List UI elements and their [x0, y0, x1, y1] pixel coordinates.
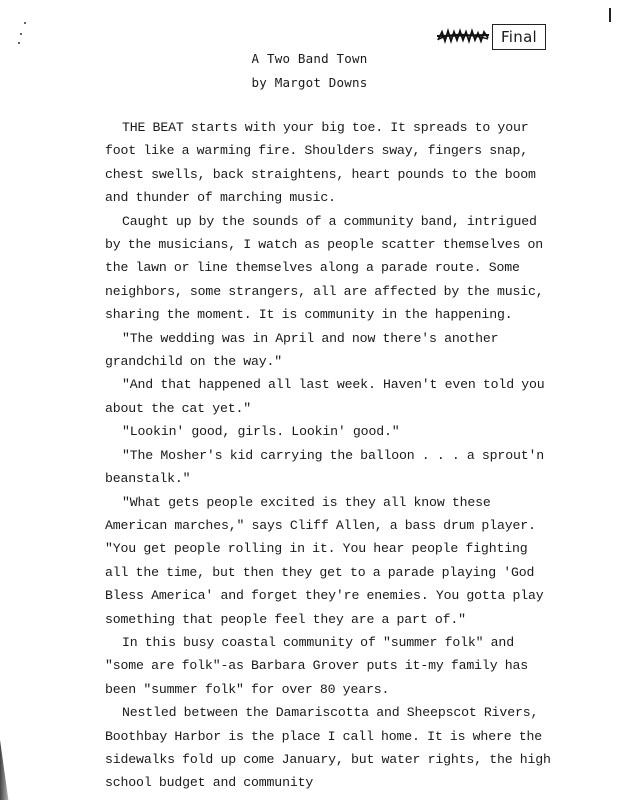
paragraph-1: THE BEAT starts with your big toe. It spreads to your foot like a warming fire. Shoulders sway, fingers snap, chest swells, back straightens, heart pounds to the boom and thunder of marching music.: [105, 120, 536, 206]
scan-edge-shadow: [0, 740, 14, 800]
paragraph-4: "And that happened all last week. Haven't even told you about the cat yet.": [105, 377, 545, 416]
scan-edge-mark: [609, 8, 611, 22]
paragraph-5: "Lookin' good, girls. Lookin' good.": [122, 424, 400, 440]
paragraph-3: "The wedding was in April and now there's another grandchild on the way.": [105, 330, 499, 370]
document-body: [105, 116, 555, 795]
crossed-out-scribble-icon: [436, 26, 490, 46]
document-byline: by Margot Downs: [251, 75, 368, 90]
paragraph-7: "What gets people excited is they all know these American marches," says Cliff Allen, a bass drum player. "You get people rolling in it. You hear people fighting all the time, but then they get to a parade playing 'God Bless America' and forget they're enemies. You gotta play something that people feel they are a part of.": [105, 494, 544, 627]
paragraph-6: "The Mosher's kid carrying the balloon . . . a sprout'n beanstalk.": [105, 447, 545, 487]
document-title: A Two Band Town: [251, 51, 368, 66]
paragraph-9: Nestled between the Damariscotta and Sheepscot Rivers, Boothbay Harbor is the place I call home. It is where the sidewalks fold up come January, but water rights, the high school budget and community: [105, 705, 551, 791]
final-label: Final: [492, 24, 546, 50]
paragraph-2: Caught up by the sounds of a community band, intrigued by the musicians, I watch as people scatter themselves on the lawn or line themselves along a parade route. Some neighbors, some strangers, all are affected by the music, sharing the moment. It is community in the happening.: [105, 213, 544, 323]
scan-speck-marks: [18, 22, 28, 46]
paragraph-8: In this busy coastal community of "summer folk" and "some are folk"-as Barbara Grover puts it-my family has been "summer folk" for over 80 years.: [105, 634, 529, 697]
